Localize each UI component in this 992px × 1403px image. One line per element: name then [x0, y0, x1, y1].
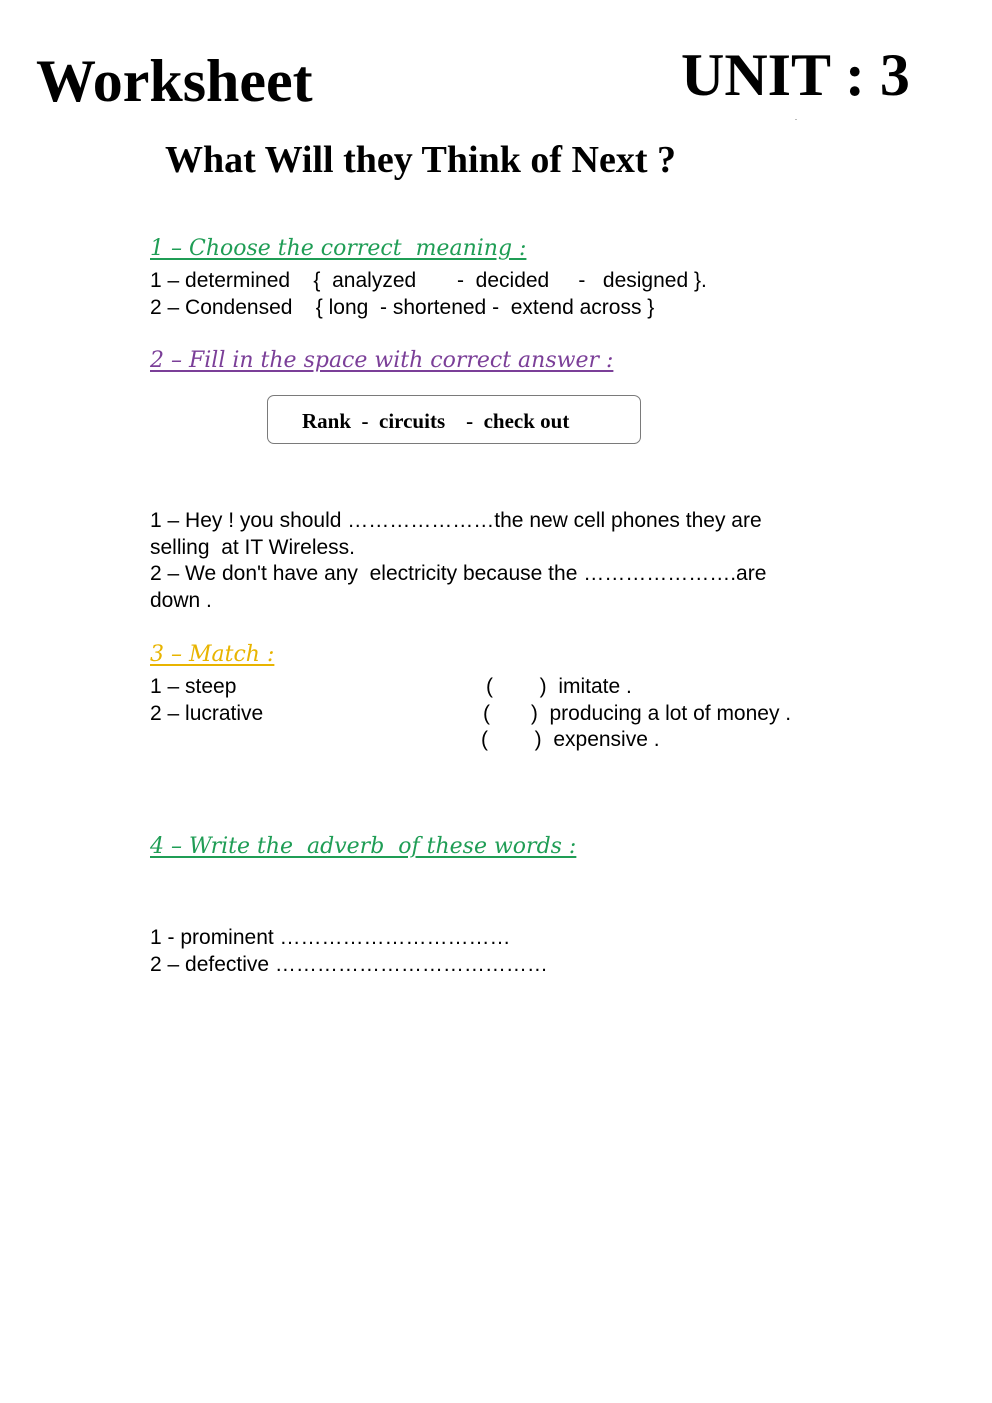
- section-2-item: 2 – We don't have any electricity because the ………………….are: [150, 562, 767, 585]
- match-left-item: 2 – lucrative: [150, 702, 264, 725]
- match-right-item: ( ) imitate .: [486, 675, 632, 698]
- section-4-heading: 4 – Write the adverb of these words :: [150, 834, 577, 859]
- section-3-heading: 3 – Match :: [150, 642, 275, 667]
- page-subtitle: What Will they Think of Next ?: [165, 139, 676, 181]
- worksheet-title: Worksheet: [36, 48, 313, 114]
- section-2-item: down .: [150, 589, 212, 612]
- word-bank-text: Rank - circuits - check out: [302, 409, 570, 433]
- word-bank-box: [267, 395, 641, 444]
- section-4-item: 1 - prominent ……………………………: [150, 926, 511, 949]
- section-1-heading: 1 – Choose the correct meaning :: [150, 236, 527, 261]
- match-left-item: 1 – steep: [150, 675, 237, 698]
- section-1-item: 2 – Condensed { long - shortened - extend across }: [150, 296, 655, 319]
- divider: [795, 119, 797, 120]
- unit-label: UNIT : 3: [681, 42, 910, 108]
- match-right-item: ( ) producing a lot of money .: [483, 702, 792, 725]
- section-4-item: 2 – defective …………………………………: [150, 953, 548, 976]
- section-1-item: 1 – determined { analyzed - decided - designed }.: [150, 269, 707, 292]
- section-2-item: 1 – Hey ! you should …………………the new cell phones they are: [150, 509, 762, 532]
- match-right-item: ( ) expensive .: [481, 728, 660, 751]
- section-2-heading: 2 – Fill in the space with correct answer :: [150, 348, 614, 373]
- section-2-item: selling at IT Wireless.: [150, 536, 356, 559]
